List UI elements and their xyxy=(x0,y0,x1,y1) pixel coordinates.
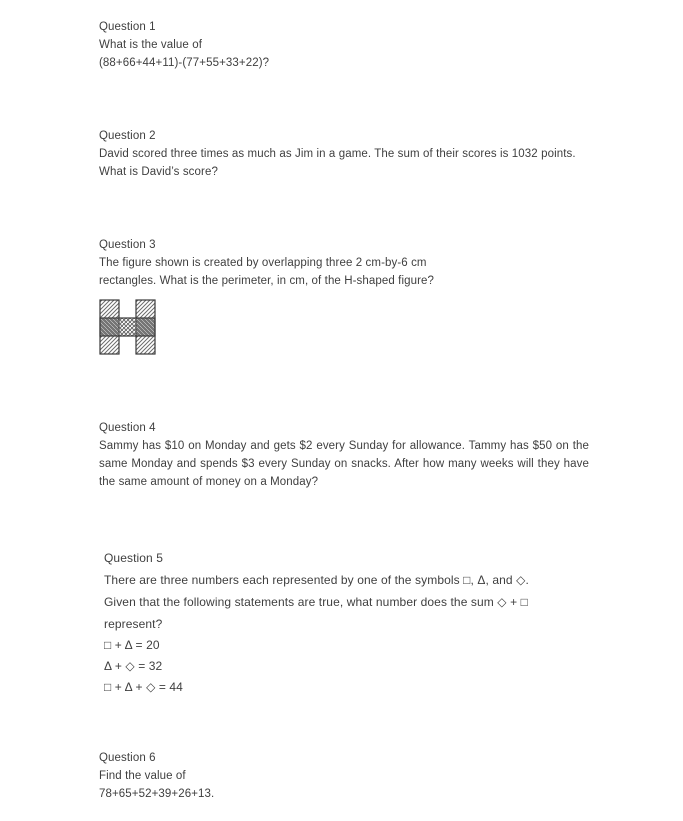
h-shape-figure-svg xyxy=(99,299,156,355)
question-6-title: Question 6 xyxy=(99,752,156,764)
question-5-equation-3: □ + Δ + ◇ = 44 xyxy=(104,680,183,694)
question-2-line-1: David scored three times as much as Jim in a game. The sum of their scores is 1032 points. xyxy=(99,148,576,160)
question-2-title: Question 2 xyxy=(99,130,156,142)
question-1-line-1: What is the value of xyxy=(99,39,202,51)
question-5 xyxy=(104,547,529,698)
question-3-line-2: rectangles. What is the perimeter, in cm, of the H-shaped figure? xyxy=(99,275,435,287)
question-6-line-2: 78+65+52+39+26+13. xyxy=(99,788,215,800)
question-5-equation-1: □ + Δ = 20 xyxy=(104,638,160,652)
question-4-paragraph: Sammy has $10 on Monday and gets $2 every Sunday for allowance. Tammy has $50 on the same Monday and spends $3 every Sunday on snacks. After how many weeks will they have the same amount of money on a Monday? xyxy=(99,440,589,488)
question-1-title: Question 1 xyxy=(99,21,156,33)
question-4 xyxy=(99,419,589,491)
question-3-title: Question 3 xyxy=(99,239,156,251)
question-5-line-3: represent? xyxy=(104,617,163,631)
question-5-line-1: There are three numbers each represented by one of the symbols □, Δ, and ◇. xyxy=(104,573,529,587)
question-5-equation-2: Δ + ◇ = 32 xyxy=(104,659,163,673)
question-2-line-2: What is David’s score? xyxy=(99,166,218,178)
question-1 xyxy=(99,18,269,72)
question-3 xyxy=(99,236,434,290)
question-6 xyxy=(99,749,214,803)
question-4-title: Question 4 xyxy=(99,422,156,434)
h-shape-figure xyxy=(99,299,156,355)
question-2 xyxy=(99,127,576,181)
question-1-line-2: (88+66+44+11)-(77+55+33+22)? xyxy=(99,57,270,69)
question-5-line-2: Given that the following statements are true, what number does the sum ◇ + □ xyxy=(104,595,528,609)
question-6-line-1: Find the value of xyxy=(99,770,186,782)
question-5-title: Question 5 xyxy=(104,551,164,565)
question-3-line-1: The figure shown is created by overlapping three 2 cm-by-6 cm xyxy=(99,257,427,269)
